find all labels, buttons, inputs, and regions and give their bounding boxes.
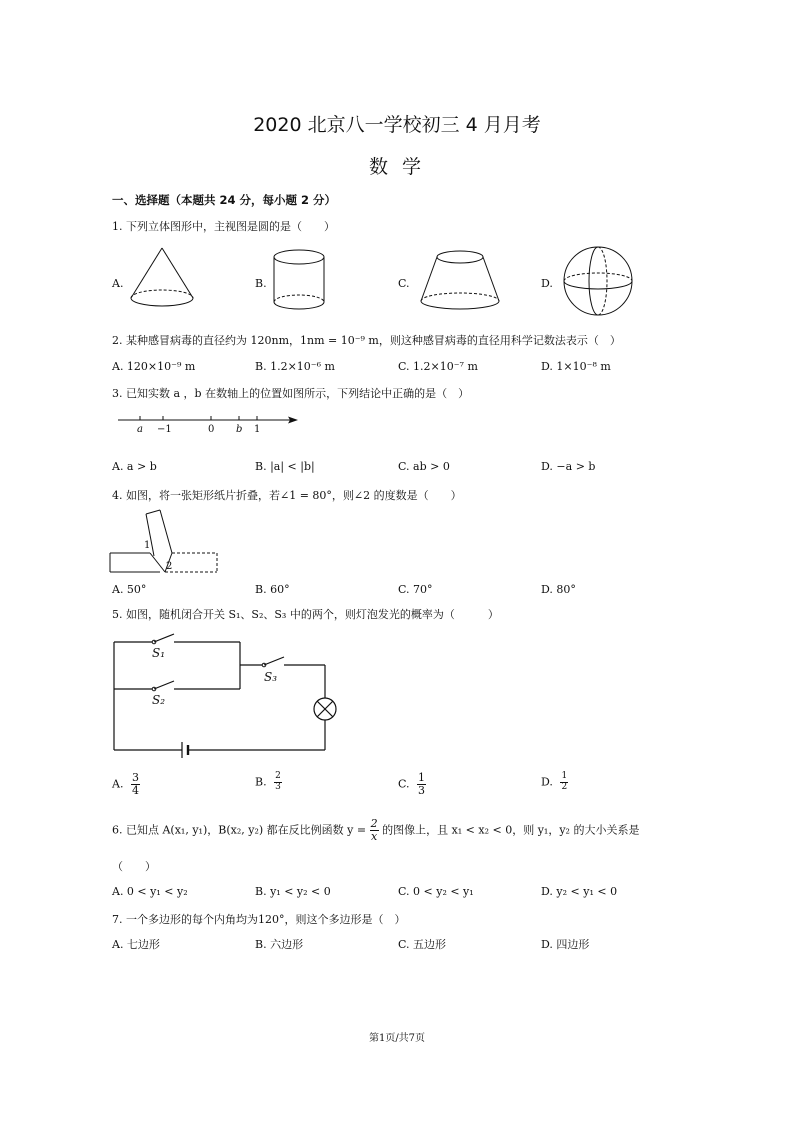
q5-option-d-fraction (560, 772, 568, 793)
q6-option-c: C. 0 < y₂ < y₁ (398, 885, 474, 898)
question-7-text: 7. 一个多边形的每个内角均为120°，则这个多边形是（ ） (112, 913, 406, 926)
q5-option-b-numerator: 2 (275, 771, 281, 781)
cylinder-figure (272, 248, 326, 314)
q7-option-c: C. 五边形 (398, 938, 447, 951)
q6-option-d: D. y₂ < y₁ < 0 (541, 885, 618, 898)
angle-label-2: 2 (166, 561, 173, 572)
page-title: 2020 北京八一学校初三 4 月月考 (253, 114, 541, 136)
question-3-text: 3. 已知实数 a ，b 在数轴上的位置如图所示，下列结论中正确的是（ ） (112, 387, 470, 400)
section-heading: 一、选择题（本题共 24 分，每小题 2 分） (112, 193, 337, 207)
question-4-text: 4. 如图，将一张矩形纸片折叠，若∠1 = 80°，则∠2 的度数是（ ） (112, 489, 462, 502)
axis-label-1: 1 (254, 424, 261, 435)
q6-answer-blank: （ ） (112, 860, 156, 873)
q3-option-d: D. −a > b (541, 460, 596, 473)
page-number: 第1页/共7页 (368, 1033, 426, 1044)
q5-option-a-numerator: 3 (131, 771, 139, 784)
q3-option-c: C. ab > 0 (398, 460, 450, 473)
q6-option-a: A. 0 < y₁ < y₂ (112, 885, 188, 898)
question-2-text: 2. 某种感冒病毒的直径约为 120nm，1nm = 10⁻⁹ m，则这种感冒病毒的直径用科学记数法表示（ ） (112, 334, 621, 347)
question-1-text: 1. 下列立体图形中，主视图是圆的是（ ） (112, 220, 335, 233)
q3-option-b: B. |a| < |b| (255, 460, 315, 473)
q1-option-d: D. (541, 277, 553, 290)
q5-option-d (541, 772, 568, 793)
q5-option-a (112, 772, 140, 797)
q4-option-a: A. 50° (112, 583, 147, 596)
q5-option-c-numerator: 1 (418, 771, 426, 784)
q5-option-a-denominator: 4 (131, 784, 139, 798)
q5-option-d-letter: D. (541, 775, 553, 789)
q4-option-b: B. 60° (255, 583, 290, 596)
q5-option-b-fraction (274, 772, 282, 793)
sphere-figure (561, 246, 635, 316)
q2-option-a: A. 120×10⁻⁹ m (112, 360, 196, 373)
q2-option-c: C. 1.2×10⁻⁷ m (398, 360, 478, 373)
q6-fraction-denominator: x (370, 830, 378, 844)
switch-label-s1: S₁ (152, 646, 166, 660)
q6-fraction (370, 818, 379, 843)
angle-label-1: 1 (144, 540, 151, 551)
q4-option-c: C. 70° (398, 583, 433, 596)
q6-option-b: B. y₁ < y₂ < 0 (255, 885, 331, 898)
q1-option-b: B. (255, 277, 267, 290)
cone-figure (127, 246, 197, 312)
question-5-text: 5. 如图，随机闭合开关 S₁、S₂、S₃ 中的两个，则灯泡发光的概率为（ ） (112, 608, 499, 621)
q5-option-c (398, 772, 426, 797)
q5-option-c-fraction (417, 772, 426, 797)
q5-option-b-letter: B. (255, 775, 267, 789)
q5-option-a-fraction (131, 772, 140, 797)
q7-option-b: B. 六边形 (255, 938, 304, 951)
q5-option-c-letter: C. (398, 777, 410, 791)
circuit-figure (112, 632, 342, 762)
q2-option-d: D. 1×10⁻⁸ m (541, 360, 611, 373)
switch-label-s2: S₂ (152, 693, 166, 707)
q5-option-d-denominator: 2 (561, 781, 568, 792)
q3-option-a: A. a > b (112, 460, 157, 473)
q5-option-d-numerator: 1 (561, 771, 568, 781)
axis-label-b: b (236, 424, 243, 435)
q4-option-d: D. 80° (541, 583, 576, 596)
q5-option-b-denominator: 3 (275, 781, 281, 792)
switch-label-s3: S₃ (264, 670, 278, 684)
axis-label-a: a (137, 424, 143, 435)
q2-option-b: B. 1.2×10⁻⁶ m (255, 360, 335, 373)
q6-text-pre: 6. 已知点 A(x₁, y₁)，B(x₂, y₂) 都在反比例函数 y = (112, 823, 367, 837)
q7-option-d: D. 四边形 (541, 938, 590, 951)
axis-label-neg1: −1 (157, 424, 172, 435)
page-subtitle: 数 学 (368, 156, 426, 178)
q7-option-a: A. 七边形 (112, 938, 160, 951)
q6-fraction-numerator: 2 (370, 817, 378, 830)
q5-option-c-denominator: 3 (418, 784, 426, 798)
q5-option-a-letter: A. (112, 777, 124, 791)
axis-label-0: 0 (208, 424, 215, 435)
q1-option-a: A. (112, 277, 124, 290)
frustum-figure (418, 248, 502, 314)
q1-option-c: C. (398, 277, 410, 290)
question-6-text (112, 818, 639, 843)
q6-text-post: 的图像上，且 x₁ < x₂ < 0，则 y₁，y₂ 的大小关系是 (382, 823, 640, 837)
q5-option-b (255, 772, 282, 793)
